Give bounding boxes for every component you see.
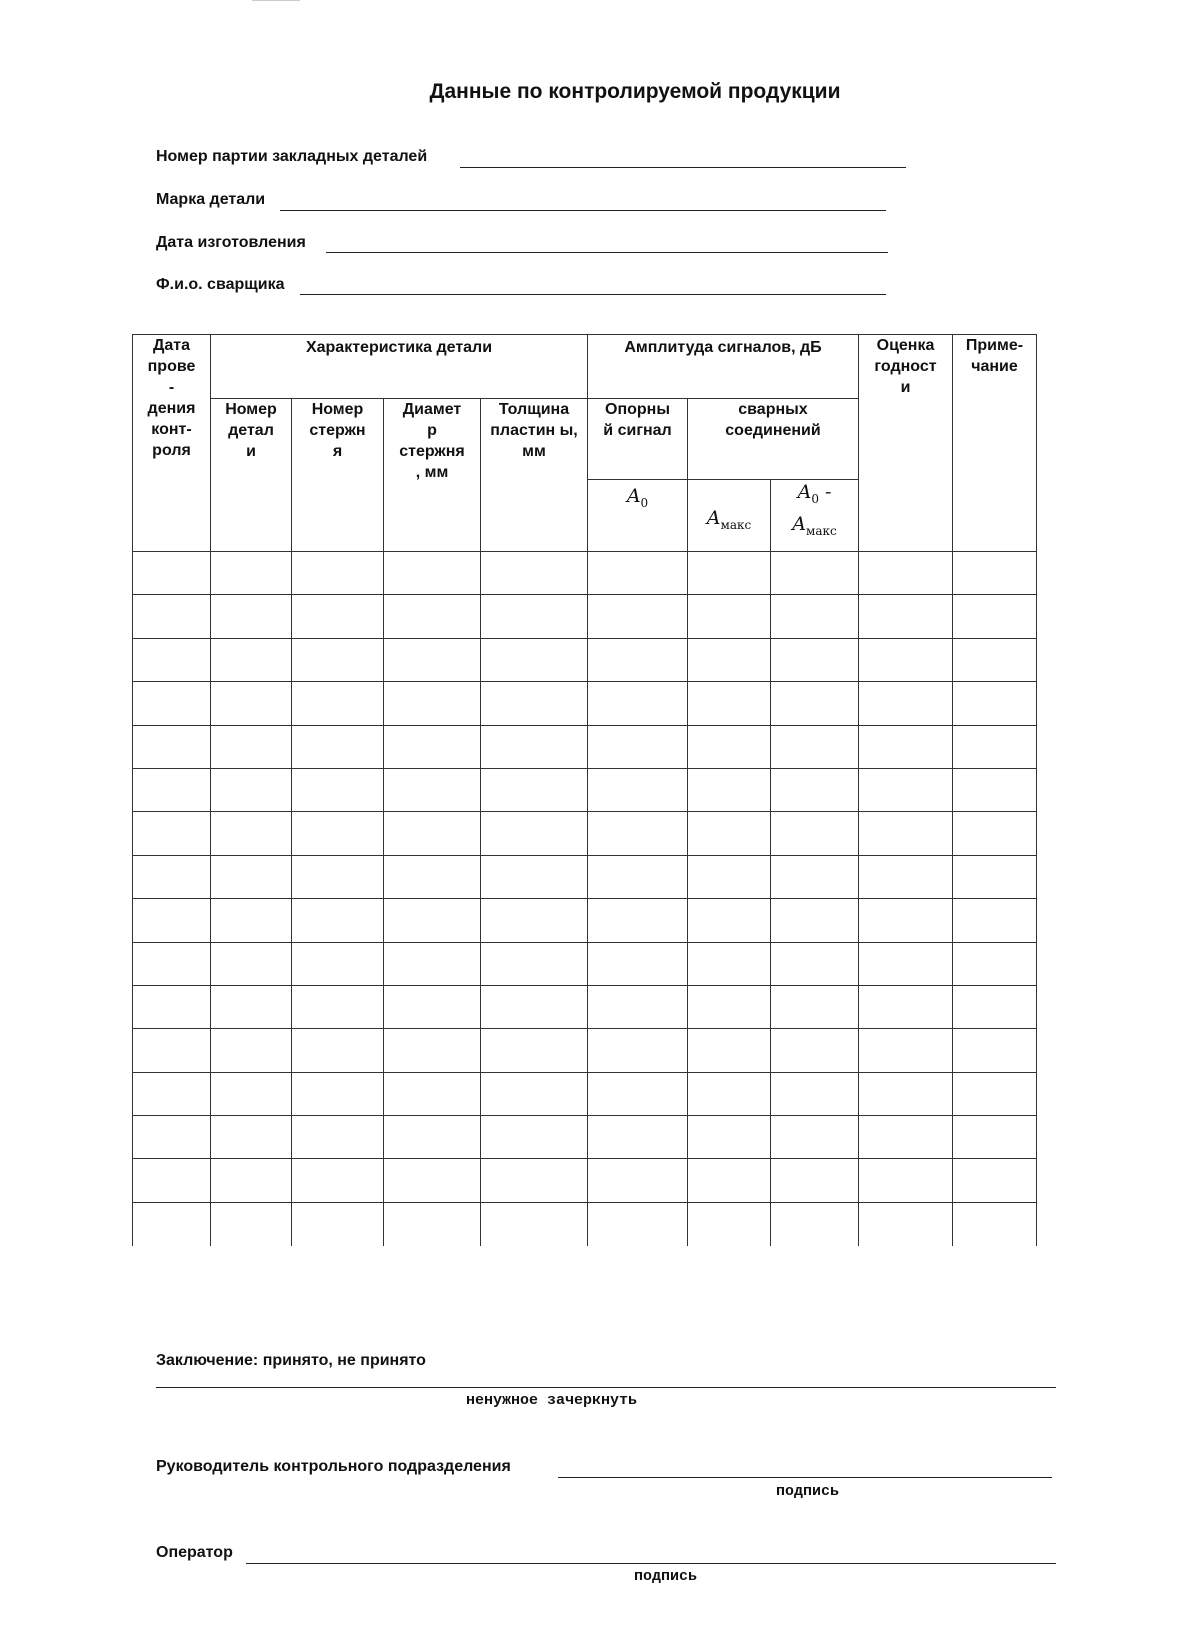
table-cell[interactable] bbox=[384, 1159, 481, 1202]
head-signature-hint: подпись bbox=[776, 1483, 840, 1500]
header-plate-thickness: Толщина пластин ы, мм bbox=[481, 399, 588, 552]
part-grade-label: Марка детали bbox=[156, 191, 266, 208]
header-note: Приме- чание bbox=[953, 335, 1037, 552]
table-cell[interactable] bbox=[211, 1159, 292, 1202]
table-cell[interactable] bbox=[771, 1072, 859, 1115]
table-cell[interactable] bbox=[292, 768, 384, 811]
header-welded-joints: сварных соединений bbox=[688, 399, 859, 480]
table-body bbox=[133, 552, 1037, 1247]
table-cell[interactable] bbox=[292, 552, 384, 595]
page-title: Данные по контролируемой продукции bbox=[429, 80, 841, 103]
table-cell[interactable] bbox=[859, 855, 953, 898]
table-cell[interactable] bbox=[481, 638, 588, 681]
header-characteristics: Характеристика детали bbox=[211, 335, 588, 399]
table-cell[interactable] bbox=[133, 552, 211, 595]
table-cell[interactable] bbox=[292, 1116, 384, 1159]
table-row bbox=[133, 768, 1037, 811]
table-cell[interactable] bbox=[292, 682, 384, 725]
header-amax: $A_{макс}$ bbox=[688, 480, 771, 552]
table-cell[interactable] bbox=[859, 1159, 953, 1202]
table-cell[interactable] bbox=[133, 812, 211, 855]
table-cell[interactable] bbox=[133, 1159, 211, 1202]
header-a0-minus-amax: $A_0$ - $A_{макс}$ bbox=[771, 480, 859, 552]
conclusion-label: Заключение: принято, не принято bbox=[156, 1352, 426, 1369]
table-cell[interactable] bbox=[384, 985, 481, 1028]
table-cell[interactable] bbox=[588, 1202, 688, 1246]
table-row bbox=[133, 812, 1037, 855]
table-cell[interactable] bbox=[588, 1029, 688, 1072]
table-cell[interactable] bbox=[292, 638, 384, 681]
table-cell[interactable] bbox=[588, 942, 688, 985]
batch-number-label: Номер партии закладных деталей bbox=[156, 148, 428, 165]
table-row bbox=[133, 899, 1037, 942]
table-cell[interactable] bbox=[481, 768, 588, 811]
table-cell[interactable] bbox=[384, 855, 481, 898]
table-row bbox=[133, 1029, 1037, 1072]
table-cell[interactable] bbox=[953, 899, 1037, 942]
operator-label: Оператор bbox=[156, 1544, 233, 1561]
table-cell[interactable] bbox=[211, 638, 292, 681]
table-row bbox=[133, 855, 1037, 898]
table-row bbox=[133, 985, 1037, 1028]
table-cell[interactable] bbox=[688, 812, 771, 855]
table-cell[interactable] bbox=[384, 638, 481, 681]
table-cell[interactable] bbox=[384, 899, 481, 942]
table-cell[interactable] bbox=[384, 552, 481, 595]
table-cell[interactable] bbox=[384, 942, 481, 985]
header-assessment: Оценка годност и bbox=[859, 335, 953, 552]
manufacture-date-label: Дата изготовления bbox=[156, 234, 306, 251]
table-row bbox=[133, 552, 1037, 595]
table-cell[interactable] bbox=[688, 1202, 771, 1246]
table-cell[interactable] bbox=[384, 768, 481, 811]
table-cell[interactable] bbox=[133, 1116, 211, 1159]
table-cell[interactable] bbox=[771, 725, 859, 768]
table-cell[interactable] bbox=[688, 552, 771, 595]
conclusion-field[interactable] bbox=[156, 1387, 1056, 1388]
table-cell[interactable] bbox=[133, 1029, 211, 1072]
welder-name-field[interactable] bbox=[300, 294, 886, 295]
table-cell[interactable] bbox=[481, 812, 588, 855]
table-cell[interactable] bbox=[771, 1029, 859, 1072]
manufacture-date-field[interactable] bbox=[326, 252, 888, 253]
table-cell[interactable] bbox=[859, 1029, 953, 1072]
head-label: Руководитель контрольного подразделения bbox=[156, 1458, 511, 1475]
table-cell[interactable] bbox=[133, 682, 211, 725]
table-cell[interactable] bbox=[771, 1202, 859, 1246]
table-cell[interactable] bbox=[771, 682, 859, 725]
table-cell[interactable] bbox=[384, 1029, 481, 1072]
table-cell[interactable] bbox=[384, 812, 481, 855]
table-row bbox=[133, 725, 1037, 768]
table-cell[interactable] bbox=[211, 552, 292, 595]
table-cell[interactable] bbox=[688, 725, 771, 768]
table-cell[interactable] bbox=[771, 985, 859, 1028]
table-cell[interactable] bbox=[953, 1159, 1037, 1202]
table-row bbox=[133, 638, 1037, 681]
table-cell[interactable] bbox=[481, 552, 588, 595]
table-cell[interactable] bbox=[953, 1029, 1037, 1072]
table-cell[interactable] bbox=[211, 855, 292, 898]
table-cell[interactable] bbox=[211, 1029, 292, 1072]
table-cell[interactable] bbox=[688, 638, 771, 681]
table-cell[interactable] bbox=[211, 812, 292, 855]
table-cell[interactable] bbox=[481, 1202, 588, 1246]
table-cell[interactable] bbox=[292, 725, 384, 768]
table-row bbox=[133, 1202, 1037, 1246]
table-cell[interactable] bbox=[292, 812, 384, 855]
table-cell[interactable] bbox=[292, 899, 384, 942]
table-cell[interactable] bbox=[688, 985, 771, 1028]
table-cell[interactable] bbox=[133, 768, 211, 811]
table-cell[interactable] bbox=[953, 552, 1037, 595]
table-cell[interactable] bbox=[211, 1116, 292, 1159]
table-cell[interactable] bbox=[588, 899, 688, 942]
table-cell[interactable] bbox=[292, 1072, 384, 1115]
table-cell[interactable] bbox=[133, 985, 211, 1028]
table-cell[interactable] bbox=[588, 1159, 688, 1202]
table-cell[interactable] bbox=[688, 768, 771, 811]
table-cell[interactable] bbox=[771, 1116, 859, 1159]
table-row bbox=[133, 595, 1037, 638]
table-cell[interactable] bbox=[211, 985, 292, 1028]
table-cell[interactable] bbox=[481, 725, 588, 768]
table-row bbox=[133, 1159, 1037, 1202]
table-cell[interactable] bbox=[588, 855, 688, 898]
table-cell[interactable] bbox=[384, 1202, 481, 1246]
conclusion-hint: ненужное зачеркнуть bbox=[466, 1392, 638, 1409]
table-cell[interactable] bbox=[384, 725, 481, 768]
table-cell[interactable] bbox=[771, 942, 859, 985]
table-cell[interactable] bbox=[292, 1029, 384, 1072]
table-cell[interactable] bbox=[481, 595, 588, 638]
table-cell[interactable] bbox=[859, 725, 953, 768]
table-cell[interactable] bbox=[588, 595, 688, 638]
table-cell[interactable] bbox=[481, 1159, 588, 1202]
table-cell[interactable] bbox=[292, 1159, 384, 1202]
table-cell[interactable] bbox=[688, 1159, 771, 1202]
table-cell[interactable] bbox=[859, 985, 953, 1028]
header-amplitude: Амплитуда сигналов, дБ bbox=[588, 335, 859, 399]
table-cell[interactable] bbox=[384, 595, 481, 638]
table-cell[interactable] bbox=[953, 855, 1037, 898]
table-cell[interactable] bbox=[771, 855, 859, 898]
table-cell[interactable] bbox=[953, 682, 1037, 725]
table-cell[interactable] bbox=[859, 1072, 953, 1115]
table-cell[interactable] bbox=[859, 812, 953, 855]
welder-name-label: Ф.и.о. сварщика bbox=[156, 276, 285, 293]
scan-mark bbox=[252, 0, 300, 4]
table-cell[interactable] bbox=[133, 1202, 211, 1246]
table-cell[interactable] bbox=[859, 638, 953, 681]
header-a0: $A_0$ bbox=[588, 480, 688, 552]
table-cell[interactable] bbox=[953, 725, 1037, 768]
table-cell[interactable] bbox=[133, 855, 211, 898]
table-cell[interactable] bbox=[384, 682, 481, 725]
table-cell[interactable] bbox=[771, 638, 859, 681]
table-cell[interactable] bbox=[588, 552, 688, 595]
table-cell[interactable] bbox=[211, 725, 292, 768]
header-part-number: Номер детал и bbox=[211, 399, 292, 552]
table-cell[interactable] bbox=[588, 1116, 688, 1159]
table-cell[interactable] bbox=[292, 1202, 384, 1246]
table-row bbox=[133, 682, 1037, 725]
table-cell[interactable] bbox=[588, 638, 688, 681]
table-cell[interactable] bbox=[771, 1159, 859, 1202]
part-grade-field[interactable] bbox=[280, 210, 886, 211]
table-cell[interactable] bbox=[859, 768, 953, 811]
table-cell[interactable] bbox=[953, 1116, 1037, 1159]
table-cell[interactable] bbox=[688, 855, 771, 898]
table-cell[interactable] bbox=[688, 899, 771, 942]
header-rod-diameter: Диамет р стержня , мм bbox=[384, 399, 481, 552]
header-reference-signal: Опорны й сигнал bbox=[588, 399, 688, 480]
table-cell[interactable] bbox=[588, 1072, 688, 1115]
table-cell[interactable] bbox=[953, 942, 1037, 985]
table-cell[interactable] bbox=[211, 942, 292, 985]
table-cell[interactable] bbox=[588, 682, 688, 725]
table-cell[interactable] bbox=[481, 899, 588, 942]
table-cell[interactable] bbox=[211, 682, 292, 725]
table-cell[interactable] bbox=[771, 768, 859, 811]
table-cell[interactable] bbox=[859, 682, 953, 725]
table-cell[interactable] bbox=[211, 1072, 292, 1115]
table-cell[interactable] bbox=[481, 855, 588, 898]
table-cell[interactable] bbox=[953, 638, 1037, 681]
table-cell[interactable] bbox=[771, 899, 859, 942]
table-cell[interactable] bbox=[481, 985, 588, 1028]
table-cell[interactable] bbox=[133, 725, 211, 768]
table-cell[interactable] bbox=[771, 552, 859, 595]
table-row bbox=[133, 1072, 1037, 1115]
table-cell[interactable] bbox=[688, 682, 771, 725]
table-cell[interactable] bbox=[481, 942, 588, 985]
table-cell[interactable] bbox=[953, 1202, 1037, 1246]
table-cell[interactable] bbox=[133, 638, 211, 681]
table-cell[interactable] bbox=[133, 1072, 211, 1115]
table-cell[interactable] bbox=[859, 552, 953, 595]
header-date: Дата прове - дения конт- роля bbox=[133, 335, 211, 552]
table-cell[interactable] bbox=[481, 1072, 588, 1115]
table-cell[interactable] bbox=[133, 595, 211, 638]
table-cell[interactable] bbox=[133, 899, 211, 942]
table-cell[interactable] bbox=[859, 1202, 953, 1246]
table-cell[interactable] bbox=[211, 1202, 292, 1246]
batch-number-field[interactable] bbox=[460, 167, 906, 168]
table-cell[interactable] bbox=[859, 595, 953, 638]
table-cell[interactable] bbox=[859, 899, 953, 942]
table-cell[interactable] bbox=[133, 942, 211, 985]
table-cell[interactable] bbox=[859, 942, 953, 985]
table-cell[interactable] bbox=[771, 812, 859, 855]
table-cell[interactable] bbox=[953, 812, 1037, 855]
table-cell[interactable] bbox=[688, 1029, 771, 1072]
table-cell[interactable] bbox=[953, 985, 1037, 1028]
head-signature-field[interactable] bbox=[558, 1477, 1052, 1478]
operator-signature-hint: подпись bbox=[634, 1568, 698, 1585]
table-cell[interactable] bbox=[588, 768, 688, 811]
table-cell[interactable] bbox=[688, 1116, 771, 1159]
table-cell[interactable] bbox=[953, 595, 1037, 638]
table-cell[interactable] bbox=[481, 1029, 588, 1072]
table-cell[interactable] bbox=[292, 855, 384, 898]
table-cell[interactable] bbox=[481, 1116, 588, 1159]
table-cell[interactable] bbox=[292, 942, 384, 985]
table-cell[interactable] bbox=[211, 899, 292, 942]
header-rod-number: Номер стержн я bbox=[292, 399, 384, 552]
table-cell[interactable] bbox=[292, 595, 384, 638]
table-cell[interactable] bbox=[588, 985, 688, 1028]
table-cell[interactable] bbox=[953, 1072, 1037, 1115]
table-cell[interactable] bbox=[588, 725, 688, 768]
table-cell[interactable] bbox=[211, 595, 292, 638]
operator-signature-field[interactable] bbox=[246, 1563, 1056, 1564]
table-row bbox=[133, 942, 1037, 985]
inspection-table bbox=[132, 334, 1037, 1246]
table-cell[interactable] bbox=[859, 1116, 953, 1159]
table-cell[interactable] bbox=[588, 812, 688, 855]
table-cell[interactable] bbox=[688, 942, 771, 985]
table-cell[interactable] bbox=[292, 985, 384, 1028]
table-cell[interactable] bbox=[688, 595, 771, 638]
table-row bbox=[133, 1116, 1037, 1159]
table-cell[interactable] bbox=[771, 595, 859, 638]
table-cell[interactable] bbox=[384, 1116, 481, 1159]
table-cell[interactable] bbox=[688, 1072, 771, 1115]
table-cell[interactable] bbox=[211, 768, 292, 811]
table-cell[interactable] bbox=[953, 768, 1037, 811]
table-cell[interactable] bbox=[384, 1072, 481, 1115]
table-cell[interactable] bbox=[481, 682, 588, 725]
